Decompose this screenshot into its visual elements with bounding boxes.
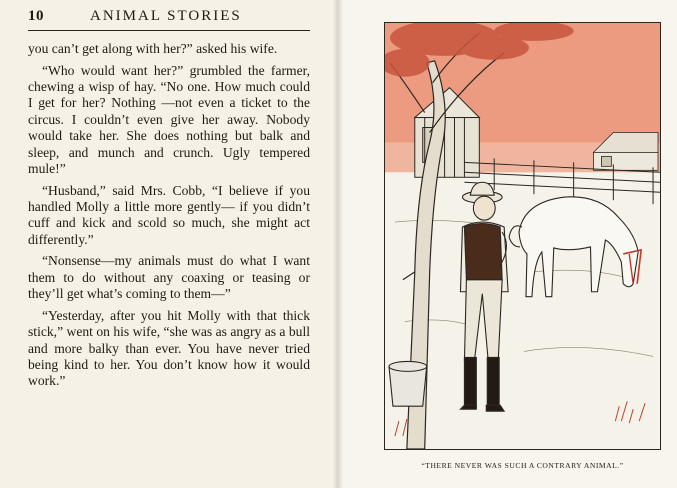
left-page bbox=[0, 0, 338, 488]
illustration-caption: “THERE NEVER WAS SUCH A CONTRARY ANIMAL.” bbox=[421, 461, 624, 470]
book-gutter bbox=[333, 0, 343, 488]
paragraph: “Husband,” said Mrs. Cobb, “I believe if you handled Molly a little more gently— if you didn’t cuff and kick and scold so much, she might act differently.” bbox=[28, 182, 310, 247]
paragraph: “Nonsense—my animals must do what I want them to do without any coaxing or teasing or they’ll get what’s coming to them—” bbox=[28, 253, 310, 302]
running-title: ANIMAL STORIES bbox=[90, 8, 242, 24]
bucket bbox=[389, 361, 427, 406]
page-number: 10 bbox=[28, 8, 44, 24]
paragraph: “Yesterday, after you hit Molly with that thick stick,” went on his wife, “she was as angry as a bull and more balky than ever. You have never tried being kind to her. You don’t know how it would work.” bbox=[28, 307, 310, 389]
illustration-drawing bbox=[385, 23, 660, 449]
paragraph: you can’t get along with her?” asked his wife. bbox=[28, 41, 278, 56]
header-rule bbox=[28, 30, 310, 31]
story-text bbox=[28, 41, 310, 395]
running-head bbox=[28, 8, 310, 28]
paragraph: “Who would want her?” grumbled the farmer, chewing a wisp of hay. “No one. How much could I get for her? Nothing —not even a ticket to the circus. I couldn’t even give her away. Nobody would take her. She does nothing but balk and sleep, and munch and crunch. Ugly tempered mule!” bbox=[28, 62, 310, 177]
illustration-farmer-and-mule bbox=[384, 22, 661, 450]
